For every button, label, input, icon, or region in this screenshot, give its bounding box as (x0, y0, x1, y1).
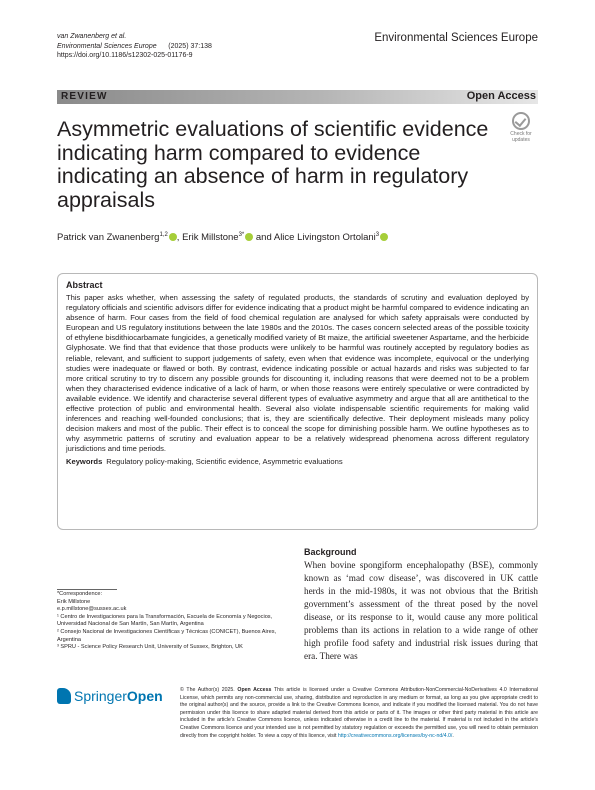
correspondence-footnote (57, 589, 297, 652)
header-journal: Environmental Sciences Europe (57, 42, 157, 50)
running-header (57, 32, 212, 61)
orcid-icon[interactable] (245, 233, 253, 241)
footnote-divider (57, 589, 117, 590)
abstract-text: This paper asks whether, when assessing the safety of regulated products, the standards of scrutiny and evaluation deployed by regulatory officials and scientific advisors differ for evidence indicating that a product might be harmful compared to evidence indicating an absence of harm. Four cases from the field of food chemical regulation are analysed for which safety appraisals were conducted by European and US regulatory institutions between the late 1980s and the 2010s. The cases concern selected areas of the possible toxicity of ethylene bisdithiocarbamate fungicides, a genetically modified variety of Bt maize, the artificial sweetener Aspartame, and the herbicide Glyphosate. We find that that evidence that those products were unlikely to be harmful was routinely accepted by regulatory bodies as reliable, relevant, and sufficient to support judgements of safety, even when that evidence was incomplete, equivocal or the underlying studies were inadequate or flawed or both. By contrast, evidence indicating possible or actual hazards and risks was subjected to far more critical scrutiny to try to discern any possible grounds for discounting it, including reasons that were deemed not to be a problem when they characterised evidence indicative of a lack of harm, or when those reasons were entirely speculative or were contradicted by available evidence. We identify and characterise several different types of evaluative asymmetry and argue that all are antithetical to the effective protection of public and environmental health. Several also violate indispensable scientific requirements for making valid inferences and reaching well-founded conclusions; that is, they are scientifically defective. Their deployment misleads many policy decision makers and most of the public. Their effect is to conceal the scope for diminishing possible harm. We outline hypotheses as to why asymmetric patterns of scrutiny and evaluation appear to be a relatively widespread phenomena across different regulatory jurisdictions and time periods. (66, 293, 529, 454)
author-affiliation-sup: 1,2 (159, 232, 168, 238)
affiliation-2: ² Consejo Nacional de Investigaciones Científicas y Técnicas (CONICET), Buenos Aires, Argentina (57, 628, 277, 643)
background-heading: Background (304, 547, 357, 557)
keywords (66, 457, 529, 467)
license-text: © The Author(s) 2025. Open Access This article is licensed under a Creative Commons Attribution-NonCommercial-NoDerivatives 4.0 International License, which permits any non-commercial use, sharing, distribution and reproduction in any medium or format, as long as you give appropriate credit to the original author(s) and the source, provide a link to the Creative Commons licence, and indicate if you modified the licensed material. You do not have permission under this licence to share adapted material derived from this article or parts of it. The images or other third party material in this article are included in the article’s Creative Commons licence, unless indicated otherwise in a credit line to the material. If material is not included in the article’s Creative Commons licence and your intended use is not permitted by statutory regulation or exceeds the permitted use, you will need to obtain permission directly from the copyright holder. To view a copy of this licence, visit http://creativecommons.org/licenses/by-nc-nd/4.0/. (180, 687, 538, 739)
author-name[interactable]: Erik Millstone (182, 232, 239, 244)
abstract-box (57, 273, 538, 530)
header-authors: van Zwanenberg et al. (57, 33, 127, 40)
check-for-updates-text: Check for updates (510, 131, 532, 143)
abstract-heading: Abstract (66, 280, 103, 290)
author-affiliation-sup: 3 (375, 232, 380, 238)
author-list: Patrick van Zwanenberg$^{1,2}$ , Erik Millstone$^{3*}$ and Alice Livingston Ortolani$^3$ (57, 232, 388, 243)
header-year-volume: (2025) 37:138 (168, 42, 212, 50)
open-access-label: Open Access (466, 90, 536, 102)
article-type-band (57, 90, 538, 104)
journal-name: Environmental Sciences Europe (374, 32, 538, 44)
keywords-label: Keywords (66, 456, 103, 466)
orcid-icon[interactable] (380, 233, 388, 241)
license-link[interactable]: http://creativecommons.org/licenses/by-nc-nd/4.0/ (337, 732, 453, 739)
orcid-icon[interactable] (169, 233, 177, 241)
correspondence-email[interactable]: e.p.millstone@sussex.ac.uk (57, 606, 127, 613)
springer-open-logo[interactable]: SpringerOpen (57, 687, 163, 709)
check-for-updates-badge[interactable] (505, 112, 537, 142)
author-name[interactable]: Patrick van Zwanenberg (57, 232, 160, 244)
correspondence-name: Erik Millstone (57, 598, 91, 605)
article-type-label: REVIEW (61, 91, 108, 102)
article-title: Asymmetric evaluations of scientific evidence indicating harm compared to evidence indicating an absence of harm in regulatory appraisals (57, 117, 489, 212)
springer-horse-icon (57, 688, 71, 704)
affiliation-3: ³ SPRU - Science Policy Research Unit, University of Sussex, Brighton, UK (57, 644, 243, 651)
check-for-updates-icon (512, 112, 530, 130)
header-doi-link[interactable]: https://doi.org/10.1186/s12302-025-01176-9 (57, 52, 193, 59)
author-affiliation-sup: 3* (238, 232, 245, 238)
correspondence-label: *Correspondence: (57, 591, 103, 597)
keywords-list: Regulatory policy-making, Scientific evidence, Asymmetric evaluations (106, 456, 343, 466)
affiliation-1: ¹ Centro de Investigaciones para la Transformación, Escuela de Economía y Negocios, Universidad Nacional de San Martín, San Martín, Argentina (57, 613, 273, 628)
background-text: When bovine spongiform encephalopathy (BSE), commonly known as ‘mad cow disease’, was discovered in UK cattle herds in the mid-1980s, it was not obvious that the British government’s assessment of the threat posed by the novel disease, or its response to it, would cause any more political problems than its actions in relation to a wide range of other high profile food safety and industrial risk issues during that era. There was (304, 560, 538, 661)
author-name[interactable]: Alice Livingston Ortolani (273, 232, 376, 244)
